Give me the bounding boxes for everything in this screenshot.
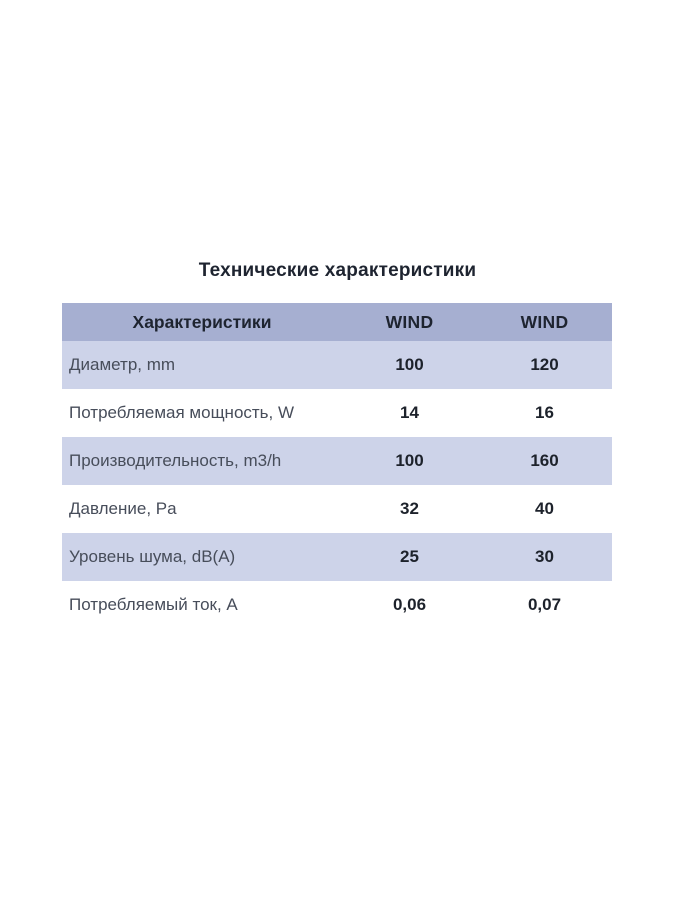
table-row	[62, 485, 612, 533]
row-label: Потребляемая мощность, W	[69, 403, 295, 422]
row-label: Уровень шума, dB(A)	[69, 547, 236, 566]
spec-table	[62, 303, 612, 629]
row-label: Давление, Pa	[69, 499, 177, 518]
row-label: Диаметр, mm	[69, 355, 176, 374]
row-value: 0,07	[527, 595, 562, 614]
page-title: Технические характеристики	[198, 260, 477, 281]
column-header-wind-2: WIND	[520, 311, 569, 332]
table-row	[62, 389, 612, 437]
row-value: 100	[395, 451, 424, 470]
row-value: 16	[535, 403, 554, 422]
row-value: 32	[400, 499, 419, 518]
column-header-wind-1: WIND	[385, 311, 434, 332]
table-row	[62, 581, 612, 629]
table-row	[62, 533, 612, 581]
row-value: 25	[400, 547, 419, 566]
row-value: 40	[535, 499, 554, 518]
row-value: 160	[530, 451, 559, 470]
row-value: 0,06	[392, 595, 427, 614]
row-label: Производительность, m3/h	[69, 451, 282, 470]
row-value: 14	[400, 403, 419, 422]
row-label: Потребляемый ток, A	[69, 595, 238, 614]
table-row	[62, 341, 612, 389]
row-value: 30	[535, 547, 554, 566]
table-row	[62, 437, 612, 485]
column-header-characteristics: Характеристики	[132, 311, 272, 332]
table-header-row	[62, 303, 612, 341]
row-value: 100	[395, 355, 424, 374]
row-value: 120	[530, 355, 559, 374]
